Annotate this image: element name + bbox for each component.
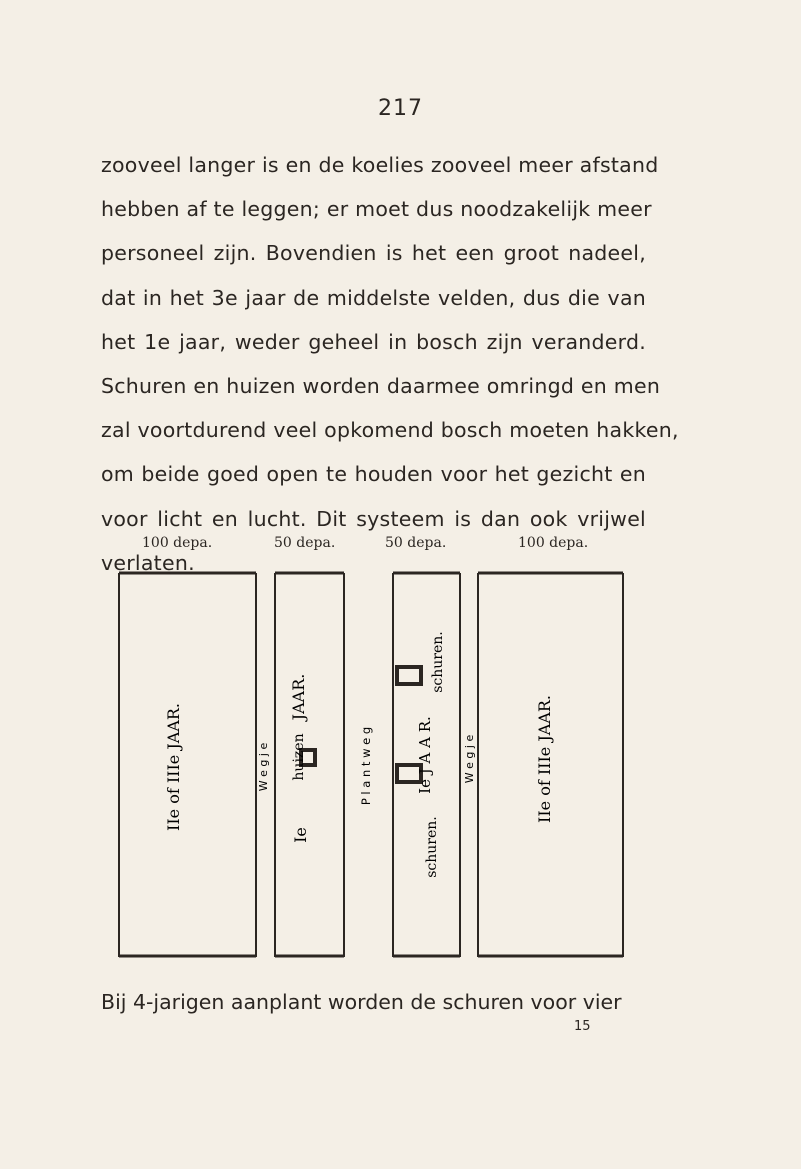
- paragraph-line: zal voortdurend veel opkomend bosch moeten hakken,: [101, 418, 679, 443]
- barns-bottom-label: schuren.: [424, 816, 440, 878]
- plant-road-label: P l a n t w e g: [359, 726, 373, 806]
- right-path-label: W e g j e: [463, 734, 476, 784]
- paragraph-line: Schuren en huizen worden daarmee omringd en men: [101, 374, 661, 399]
- barns-top-label: schuren.: [430, 631, 446, 693]
- sheet-number: 15: [574, 1019, 591, 1034]
- paragraph-line: hebben af te leggen; er moet dus noodzakelijk meer: [101, 197, 652, 222]
- width-label-left-field: 100 depa.: [142, 535, 213, 551]
- width-label-barns-field: 50 depa.: [385, 535, 447, 551]
- paragraph-line: dat in het 3e jaar de middelste velden, dus die van: [101, 285, 646, 310]
- plantation-layout-diagram: [118, 570, 630, 962]
- left-path-label: W e g j e: [257, 742, 270, 792]
- houses-field-ordinal-label: Ie: [291, 827, 310, 843]
- barn-marker-top: [397, 667, 421, 684]
- houses-field-year-label: JAAR.: [289, 673, 308, 721]
- right-field-label: IIe of IIIe JAAR.: [535, 694, 554, 824]
- paragraph-line: personeel zijn. Bovendien is het een groot nadeel,: [101, 241, 646, 266]
- paragraph-line: zooveel langer is en de koelies zooveel meer afstand: [101, 153, 659, 177]
- width-label-houses-field: 50 depa.: [274, 535, 336, 551]
- left-field-label: IIe of IIIe JAAR.: [164, 702, 183, 832]
- width-label-right-field: 100 depa.: [518, 535, 589, 551]
- left-field-border: [119, 573, 256, 956]
- caption-line: Bij 4-jarigen aanplant worden de schuren voor vier: [101, 990, 622, 1014]
- paragraph-line: verlaten.: [101, 550, 195, 575]
- houses-label: huizen: [291, 733, 307, 781]
- page-number: 217: [378, 96, 423, 121]
- barns-field-year-label: Ie J A A R.: [416, 716, 434, 794]
- paragraph-line: om beide goed open te houden voor het gezicht en: [101, 462, 646, 487]
- paragraph-line: het 1e jaar, weder geheel in bosch zijn veranderd.: [101, 329, 646, 354]
- paragraph-line: voor licht en lucht. Dit systeem is dan ook vrijwel: [101, 506, 646, 531]
- body-paragraph: [101, 143, 679, 585]
